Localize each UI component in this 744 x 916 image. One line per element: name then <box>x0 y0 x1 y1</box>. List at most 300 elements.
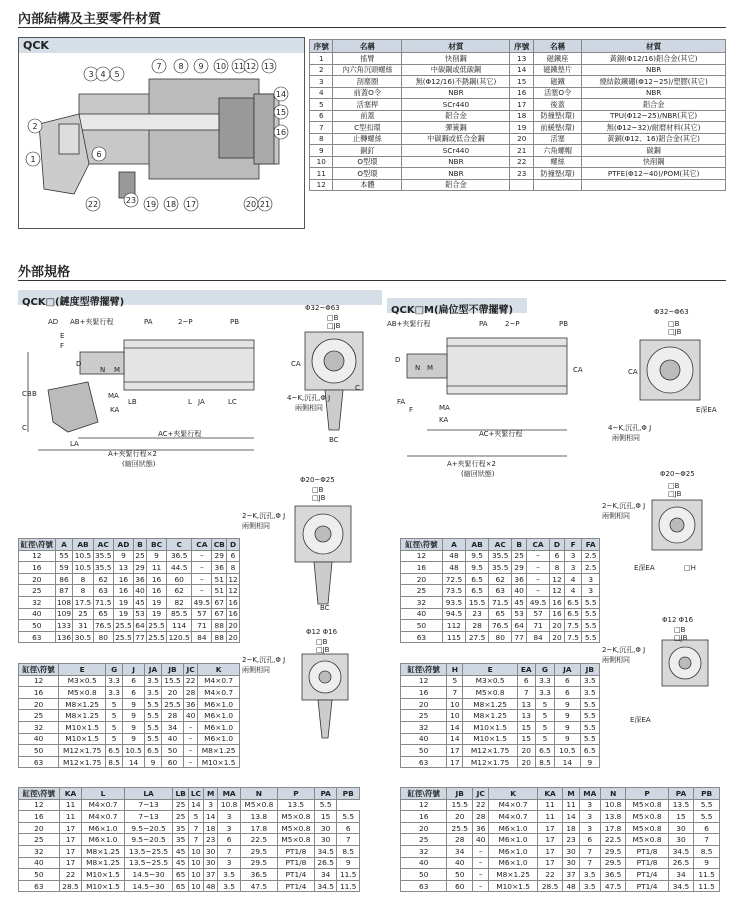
left-spec3-cell: 5 <box>188 811 203 823</box>
left-spec2-cell: 6 <box>123 687 145 699</box>
right-spec2-cell: 50 <box>401 745 447 757</box>
left-spec3-cell: 30 <box>204 845 218 857</box>
parts-table-cell: 本體 <box>333 179 402 191</box>
left-spec2-cell: 12 <box>19 675 59 687</box>
left-spec2-cell: 3.3 <box>106 675 123 687</box>
left-spec2-cell: – <box>184 733 198 745</box>
left-spec2-row <box>19 721 240 733</box>
right-spec1-cell: 48 <box>442 562 465 574</box>
left-spec1-cell: 16 <box>228 597 238 607</box>
left-spec1-cell: – <box>192 585 212 597</box>
left-spec1-cell: 62 <box>167 585 192 597</box>
left-spec2-cell: 50 <box>19 745 59 757</box>
right-spec2-cell: 17 <box>447 745 463 757</box>
right-spec2-cell: 6 <box>555 687 581 699</box>
parts-table-cell: 19 <box>510 122 533 134</box>
parts-table-cell: 10 <box>310 156 333 168</box>
left-spec3-header-cell: MA <box>218 788 241 800</box>
right-spec1-cell: 20 <box>550 631 565 643</box>
left-spec1-cell: 16 <box>146 585 166 597</box>
left-spec1-header-cell: CA <box>192 539 212 551</box>
right-spec3-cell: 30 <box>563 857 579 869</box>
dimension-label: KA <box>439 416 449 424</box>
right-spec2-header-cell: E <box>463 664 517 676</box>
dimension-label: □B <box>668 482 680 490</box>
left-spec2-header-cell: JB <box>161 664 183 676</box>
dimension-label: M <box>114 366 121 374</box>
left-spec3-cell: 13.5~25.5 <box>124 857 173 869</box>
left-spec3-cell: PT1/8 <box>277 857 314 869</box>
right-spec3-cell: M5×0.8 <box>626 822 668 834</box>
right-spec3-header-cell: JB <box>447 788 473 800</box>
left-spec1-cell: 40 <box>19 608 56 620</box>
left-spec1-cell: 10.5 <box>74 562 92 572</box>
left-spec1-cell: 59 <box>55 562 73 574</box>
left-spec2-cell: 5 <box>106 710 123 722</box>
left-spec3-header-cell: LB <box>173 788 188 800</box>
dimension-label: AD <box>48 318 59 326</box>
right-spec1-row <box>401 550 600 562</box>
right-spec3-cell: 28 <box>473 811 489 823</box>
left-spec1-cell: 55 <box>55 550 73 562</box>
callout-label: 17 <box>185 200 197 209</box>
left-spec1-cell: 11 <box>146 562 166 574</box>
left-spec3-cell: 30 <box>204 857 218 869</box>
right-spec2-cell: 5 <box>535 698 554 710</box>
right-spec3-cell: 11.5 <box>694 880 720 892</box>
right-spec2-cell: 9 <box>555 698 581 710</box>
right-spec1-cell: 29 <box>512 562 527 574</box>
right-spec3-cell: PT1/8 <box>626 845 668 857</box>
dimension-label: MA <box>108 392 119 400</box>
left-spec3-cell: 14 <box>204 811 218 823</box>
left-spec1-cell: 17.5 <box>74 597 92 607</box>
left-spec3-cell: 35 <box>173 834 188 846</box>
right-spec3-row <box>401 822 720 834</box>
left-spec1-cell: 36 <box>135 574 145 584</box>
callout-label: 4 <box>100 70 106 79</box>
right-spec3-cell: 17.8 <box>600 822 626 834</box>
parts-table-cell: SCr440 <box>402 99 510 111</box>
left-spec3-cell: 63 <box>19 880 60 892</box>
left-spec3-cell: 65 <box>173 869 188 881</box>
right-spec2-cell: M12×1.75 <box>463 756 517 768</box>
left-spec3-cell: 11 <box>59 799 82 811</box>
left-spec2-cell: 20 <box>161 687 183 699</box>
right-spec3-header-cell: 缸徑\符號 <box>401 788 447 800</box>
left-spec-table-2 <box>18 663 240 768</box>
left-spec3-cell: 26.5 <box>314 857 337 869</box>
parts-table-cell: 23 <box>510 168 533 180</box>
left-spec1-header-cell: AD <box>113 539 133 551</box>
left-spec3-cell: 34.5 <box>314 880 337 892</box>
left-spec3-cell: 3 <box>204 799 218 811</box>
right-spec2-cell: 40 <box>401 733 447 745</box>
left-spec1-cell: 82 <box>167 596 192 608</box>
parts-table-cell: 鋁合金 <box>582 99 726 111</box>
right-spec3-cell: 40 <box>401 857 447 869</box>
left-spec2-cell: – <box>184 721 198 733</box>
left-spec3-row <box>19 834 360 846</box>
left-spec3-cell: 35 <box>173 822 188 834</box>
right-spec2-cell: 5.5 <box>580 710 599 722</box>
left-spec3-cell: 7~13 <box>124 799 173 811</box>
right-spec1-cell: 80 <box>489 631 512 643</box>
right-spec3-cell: 30 <box>668 822 694 834</box>
parts-table-cell: 前蓋 <box>333 110 402 122</box>
section-title-structure: 內部結構及主要零件材質 <box>18 12 162 27</box>
right-spec3-cell: M5×0.8 <box>626 799 668 811</box>
callout-label: 18 <box>165 200 177 209</box>
right-spec1-cell: 62 <box>489 573 512 585</box>
right-spec1-cell: 65 <box>489 608 512 620</box>
parts-table-cell: 防撞墊(環) <box>533 110 581 122</box>
parts-table-header-cell: 材質 <box>402 40 510 53</box>
callout-label: 9 <box>198 62 204 71</box>
dimension-label: □JB <box>312 494 326 502</box>
right-spec1-cell: 32 <box>401 596 443 608</box>
dimension-label: Φ20~Φ25 <box>660 470 695 478</box>
dimension-label: L <box>188 398 192 406</box>
right-spec2-cell: 15 <box>517 721 535 733</box>
dimension-label: E深EA <box>696 406 717 414</box>
left-spec2-cell: M4×0.7 <box>198 675 240 687</box>
left-spec3-cell: 65 <box>173 880 188 892</box>
right-spec1-cell: 9.5 <box>466 562 489 574</box>
right-spec1-cell: 6.5 <box>564 596 582 608</box>
left-spec3-cell: 11.5 <box>337 880 360 892</box>
callout-label: 12 <box>245 62 257 71</box>
left-spec1-header-cell: 缸徑\符號 <box>19 539 56 551</box>
left-spec3-cell: PT1/4 <box>277 880 314 892</box>
callout-label: 16 <box>275 128 287 137</box>
right-spec1-cell: 84 <box>527 631 550 643</box>
parts-table-cell: 無(Φ12/16)不銹鋼(其它) <box>402 76 510 88</box>
left-spec2-cell: M3×0.5 <box>59 675 106 687</box>
dimension-label: □B <box>327 314 339 322</box>
right-spec3-row <box>401 811 720 823</box>
parts-table-row <box>310 122 726 134</box>
left-spec3-cell: M10×1.5 <box>82 880 124 892</box>
left-spec3-cell: M4×0.7 <box>82 811 124 823</box>
right-spec1-cell: 5.5 <box>582 596 600 608</box>
right-spec2-row <box>401 756 600 768</box>
right-front-view-12-16 <box>600 612 726 736</box>
dimension-label: □B <box>312 486 324 494</box>
right-spec-header-bar <box>387 298 527 316</box>
left-spec2-cell: M8×1.25 <box>59 698 106 710</box>
left-spec2-cell: 6.5 <box>145 745 162 757</box>
right-spec3-cell: 29.5 <box>600 857 626 869</box>
right-spec2-cell: 6.5 <box>535 745 554 757</box>
left-spec3-cell: 22 <box>59 869 82 881</box>
left-spec2-cell: 9 <box>123 710 145 722</box>
parts-table-cell: 搖臂 <box>333 53 402 65</box>
parts-table-cell: 無(Φ12~32)/耐磨材料(其它) <box>582 122 726 134</box>
left-spec2-cell: M12×1.75 <box>59 756 106 768</box>
right-spec1-cell: 20 <box>550 620 565 632</box>
right-spec2-cell: 9 <box>555 710 581 722</box>
right-spec1-cell: – <box>527 573 550 585</box>
left-spec1-cell: 19 <box>146 596 166 608</box>
left-spec1-cell: 25.5 <box>115 620 132 630</box>
right-spec3-cell: 29.5 <box>600 845 626 857</box>
right-spec2-cell: 8.5 <box>535 756 554 768</box>
left-side-view-drawing <box>18 312 280 472</box>
right-spec3-cell: 34.5 <box>668 880 694 892</box>
right-spec1-cell: 20 <box>401 573 443 585</box>
left-spec2-header-cell: K <box>198 664 240 676</box>
left-spec2-cell: 10.5 <box>123 745 145 757</box>
right-spec1-row <box>401 608 600 620</box>
left-spec2-cell: 5.5 <box>145 733 162 745</box>
left-spec2-cell: 40 <box>19 733 59 745</box>
left-spec2-cell: M6×1.0 <box>198 721 240 733</box>
parts-table <box>309 39 726 191</box>
right-spec1-cell: 71.5 <box>489 596 512 608</box>
left-spec1-cell: 44.5 <box>167 562 192 574</box>
left-spec2-cell: 22 <box>184 675 198 687</box>
left-spec3-cell: 14.5~30 <box>124 880 173 892</box>
section-title-spec: 外部規格 <box>18 265 71 280</box>
divider <box>18 27 726 28</box>
right-spec1-cell: 7.5 <box>564 631 582 643</box>
right-spec3-cell: – <box>473 845 489 857</box>
parts-table-cell: 6 <box>310 110 333 122</box>
right-spec1-cell: 25 <box>401 585 443 597</box>
left-spec1-header-cell: C <box>167 539 192 551</box>
left-spec1-cell: 45 <box>135 597 145 607</box>
left-spec3-cell: 45 <box>173 845 188 857</box>
left-spec2-row <box>19 710 240 722</box>
right-spec1-cell: 72.5 <box>442 573 465 585</box>
left-spec3-cell: 18 <box>204 822 218 834</box>
right-spec3-cell: 10.8 <box>600 799 626 811</box>
dimension-label: LA <box>70 440 79 448</box>
left-spec1-header-cell: AC <box>93 539 113 551</box>
dimension-label: BC <box>320 604 330 612</box>
right-spec1-cell: 4 <box>564 585 582 597</box>
left-spec3-cell: 5.5 <box>314 799 337 811</box>
parts-table-cell: 後蓋 <box>533 99 581 111</box>
parts-table-cell: 7 <box>310 122 333 134</box>
right-spec3-cell: 18 <box>563 822 579 834</box>
callout-label: 5 <box>114 70 120 79</box>
right-spec3-header-cell: M <box>563 788 579 800</box>
left-spec3-row <box>19 811 360 823</box>
right-spec3-cell: 6 <box>694 822 720 834</box>
parts-table-row <box>310 87 726 99</box>
left-spec3-row <box>19 869 360 881</box>
right-spec1-cell: 5.5 <box>582 620 600 632</box>
left-spec1-cell: 20 <box>228 632 238 642</box>
parts-table-cell: 20 <box>510 133 533 145</box>
dimension-label: CA <box>291 360 301 368</box>
left-spec2-cell: M8×1.25 <box>198 745 240 757</box>
right-spec3-cell: 28.5 <box>537 880 563 892</box>
right-spec1-cell: 12 <box>550 573 565 585</box>
right-spec1-header-cell: CA <box>527 539 550 551</box>
right-spec1-row <box>401 620 600 632</box>
right-spec1-cell: 6.5 <box>466 573 489 585</box>
right-spec3-cell: 11 <box>537 811 563 823</box>
dimension-label: 2~K,沉孔,Φ J <box>242 512 286 520</box>
right-spec2-cell: 20 <box>401 698 447 710</box>
left-spec2-cell: 5.5 <box>145 721 162 733</box>
left-spec1-cell: 13 <box>113 562 133 574</box>
callout-label: 14 <box>275 90 287 99</box>
right-spec3-row <box>401 845 720 857</box>
left-spec2-cell: M10×1.5 <box>198 756 240 768</box>
right-spec3-cell: 30 <box>563 845 579 857</box>
right-spec2-cell: 3.5 <box>580 687 599 699</box>
right-spec-table-1 <box>400 538 600 643</box>
right-spec2-row <box>401 733 600 745</box>
left-spec1-cell: 29 <box>212 550 227 562</box>
left-spec3-cell: 45 <box>173 857 188 869</box>
right-spec2-cell: 14 <box>447 721 463 733</box>
left-spec3-cell: M5×0.8 <box>277 834 314 846</box>
parts-table-cell: 鋁合金 <box>402 179 510 191</box>
right-spec2-cell: 9 <box>580 756 599 768</box>
right-spec1-cell: 2.5 <box>582 562 600 574</box>
parts-table-cell: 3 <box>310 76 333 88</box>
parts-table-cell: 六角螺帽 <box>533 145 581 157</box>
left-spec3-cell: 29.5 <box>240 845 277 857</box>
right-spec2-cell: 20 <box>517 745 535 757</box>
left-spec1-cell: 88 <box>212 620 227 632</box>
left-spec2-row <box>19 745 240 757</box>
callout-label: 2 <box>32 122 38 131</box>
left-spec2-header-cell: JA <box>145 664 162 676</box>
right-spec1-cell: 2.5 <box>582 550 600 562</box>
left-spec3-cell: 9 <box>337 857 360 869</box>
left-spec3-cell: 13.5 <box>277 799 314 811</box>
left-spec2-cell: 14 <box>123 756 145 768</box>
right-spec2-cell: 6 <box>517 675 535 687</box>
right-spec-table-2 <box>400 663 600 768</box>
parts-table-cell: 15 <box>510 76 533 88</box>
left-spec2-cell: 5 <box>106 721 123 733</box>
left-spec1-cell: 35.5 <box>94 551 112 561</box>
dimension-label: JA <box>198 398 205 406</box>
right-spec2-cell: 13 <box>517 698 535 710</box>
right-spec1-cell: 6 <box>550 550 565 562</box>
right-spec3-header-cell: K <box>489 788 537 800</box>
left-spec3-row <box>19 799 360 811</box>
left-spec3-cell: 48 <box>204 880 218 892</box>
left-spec-table-3 <box>18 787 360 892</box>
divider <box>18 280 726 281</box>
left-spec3-cell: 20 <box>19 822 60 834</box>
left-spec3-cell: PT1/8 <box>277 845 314 857</box>
right-spec2-cell: 14 <box>555 756 581 768</box>
left-spec3-row <box>19 857 360 869</box>
left-spec3-header-cell: PA <box>314 788 337 800</box>
dimension-label: 4~K,沉孔,Φ J <box>287 394 331 402</box>
right-spec1-cell: 112 <box>442 620 465 632</box>
dimension-label: CA <box>628 368 638 376</box>
right-spec1-cell: 3 <box>582 573 600 585</box>
callout-label: 3 <box>88 70 94 79</box>
right-spec3-cell: 23 <box>563 834 579 846</box>
left-spec2-cell: 5.5 <box>145 710 162 722</box>
right-spec3-cell: 9 <box>694 857 720 869</box>
left-spec1-cell: 65 <box>93 608 113 620</box>
left-front-view-20-25 <box>240 474 380 614</box>
left-spec1-cell: – <box>192 573 212 585</box>
right-spec1-cell: 6.5 <box>466 585 489 597</box>
left-spec3-header-cell: L <box>82 788 124 800</box>
parts-table-cell: 磁鐵墊片 <box>533 64 581 76</box>
left-spec2-cell: 36 <box>184 698 198 710</box>
left-spec1-cell: 71 <box>192 620 212 632</box>
left-spec3-cell: 10 <box>188 880 203 892</box>
dimension-label: 兩側相同 <box>602 656 630 664</box>
right-spec3-cell: 8.5 <box>694 845 720 857</box>
right-spec2-cell: 5 <box>535 710 554 722</box>
left-spec3-cell: 22.5 <box>240 834 277 846</box>
parts-table-cell: O型環 <box>333 156 402 168</box>
dimension-label: A+夾緊行程×2 <box>108 450 157 458</box>
right-spec1-cell: 25 <box>512 550 527 562</box>
right-spec2-cell: 7 <box>447 687 463 699</box>
left-spec1-cell: 16 <box>113 573 133 585</box>
left-spec2-row <box>19 733 240 745</box>
dimension-label: AB+夾緊行程 <box>70 318 114 326</box>
right-spec2-header-cell: G <box>535 664 554 676</box>
right-spec1-cell: 77 <box>512 631 527 643</box>
left-spec3-cell: 7 <box>218 845 241 857</box>
dimension-label: 2~K,沉孔,Φ J <box>602 646 646 654</box>
right-spec1-row <box>401 573 600 585</box>
left-spec1-cell: 49.5 <box>193 597 211 607</box>
right-spec1-cell: 7.5 <box>564 620 582 632</box>
right-spec1-cell: 71 <box>527 620 550 632</box>
left-spec2-cell: M6×1.0 <box>198 698 240 710</box>
left-spec2-header-cell: JC <box>184 664 198 676</box>
dimension-label: 兩側相同 <box>295 404 323 412</box>
parts-table-row <box>310 156 726 168</box>
parts-table-cell: SCr440 <box>402 145 510 157</box>
right-spec2-cell: 13 <box>517 710 535 722</box>
right-spec2-cell: 12 <box>401 675 447 687</box>
right-spec1-cell: 23 <box>466 608 489 620</box>
right-spec1-cell: 5.5 <box>582 631 600 643</box>
left-spec3-cell: 5.5 <box>337 811 360 823</box>
parts-table-cell: 磁鐵座 <box>533 53 581 65</box>
right-spec1-cell: 28 <box>466 620 489 632</box>
left-spec3-cell: 9.5~20.5 <box>124 834 173 846</box>
left-spec1-cell: 133 <box>56 620 72 630</box>
left-spec2-cell: M6×1.0 <box>198 733 240 745</box>
left-spec3-cell: 6 <box>337 822 360 834</box>
left-spec1-row <box>19 608 240 620</box>
left-spec2-cell: 28 <box>184 687 198 699</box>
left-spec2-header-cell: E <box>59 664 106 676</box>
right-spec2-cell: 5 <box>447 675 463 687</box>
parts-table-cell: 快削鋼 <box>582 156 726 168</box>
left-spec3-cell: 29.5 <box>240 857 277 869</box>
right-spec3-cell: 32 <box>401 845 447 857</box>
right-spec3-cell: 16 <box>401 811 447 823</box>
right-spec3-cell: 6 <box>579 834 600 846</box>
left-spec1-cell: 108 <box>56 597 72 607</box>
left-spec3-row <box>19 880 360 892</box>
left-spec3-header-cell: LA <box>124 788 173 800</box>
left-spec3-cell: 10 <box>188 857 203 869</box>
right-spec2-cell: M10×1.5 <box>463 733 517 745</box>
